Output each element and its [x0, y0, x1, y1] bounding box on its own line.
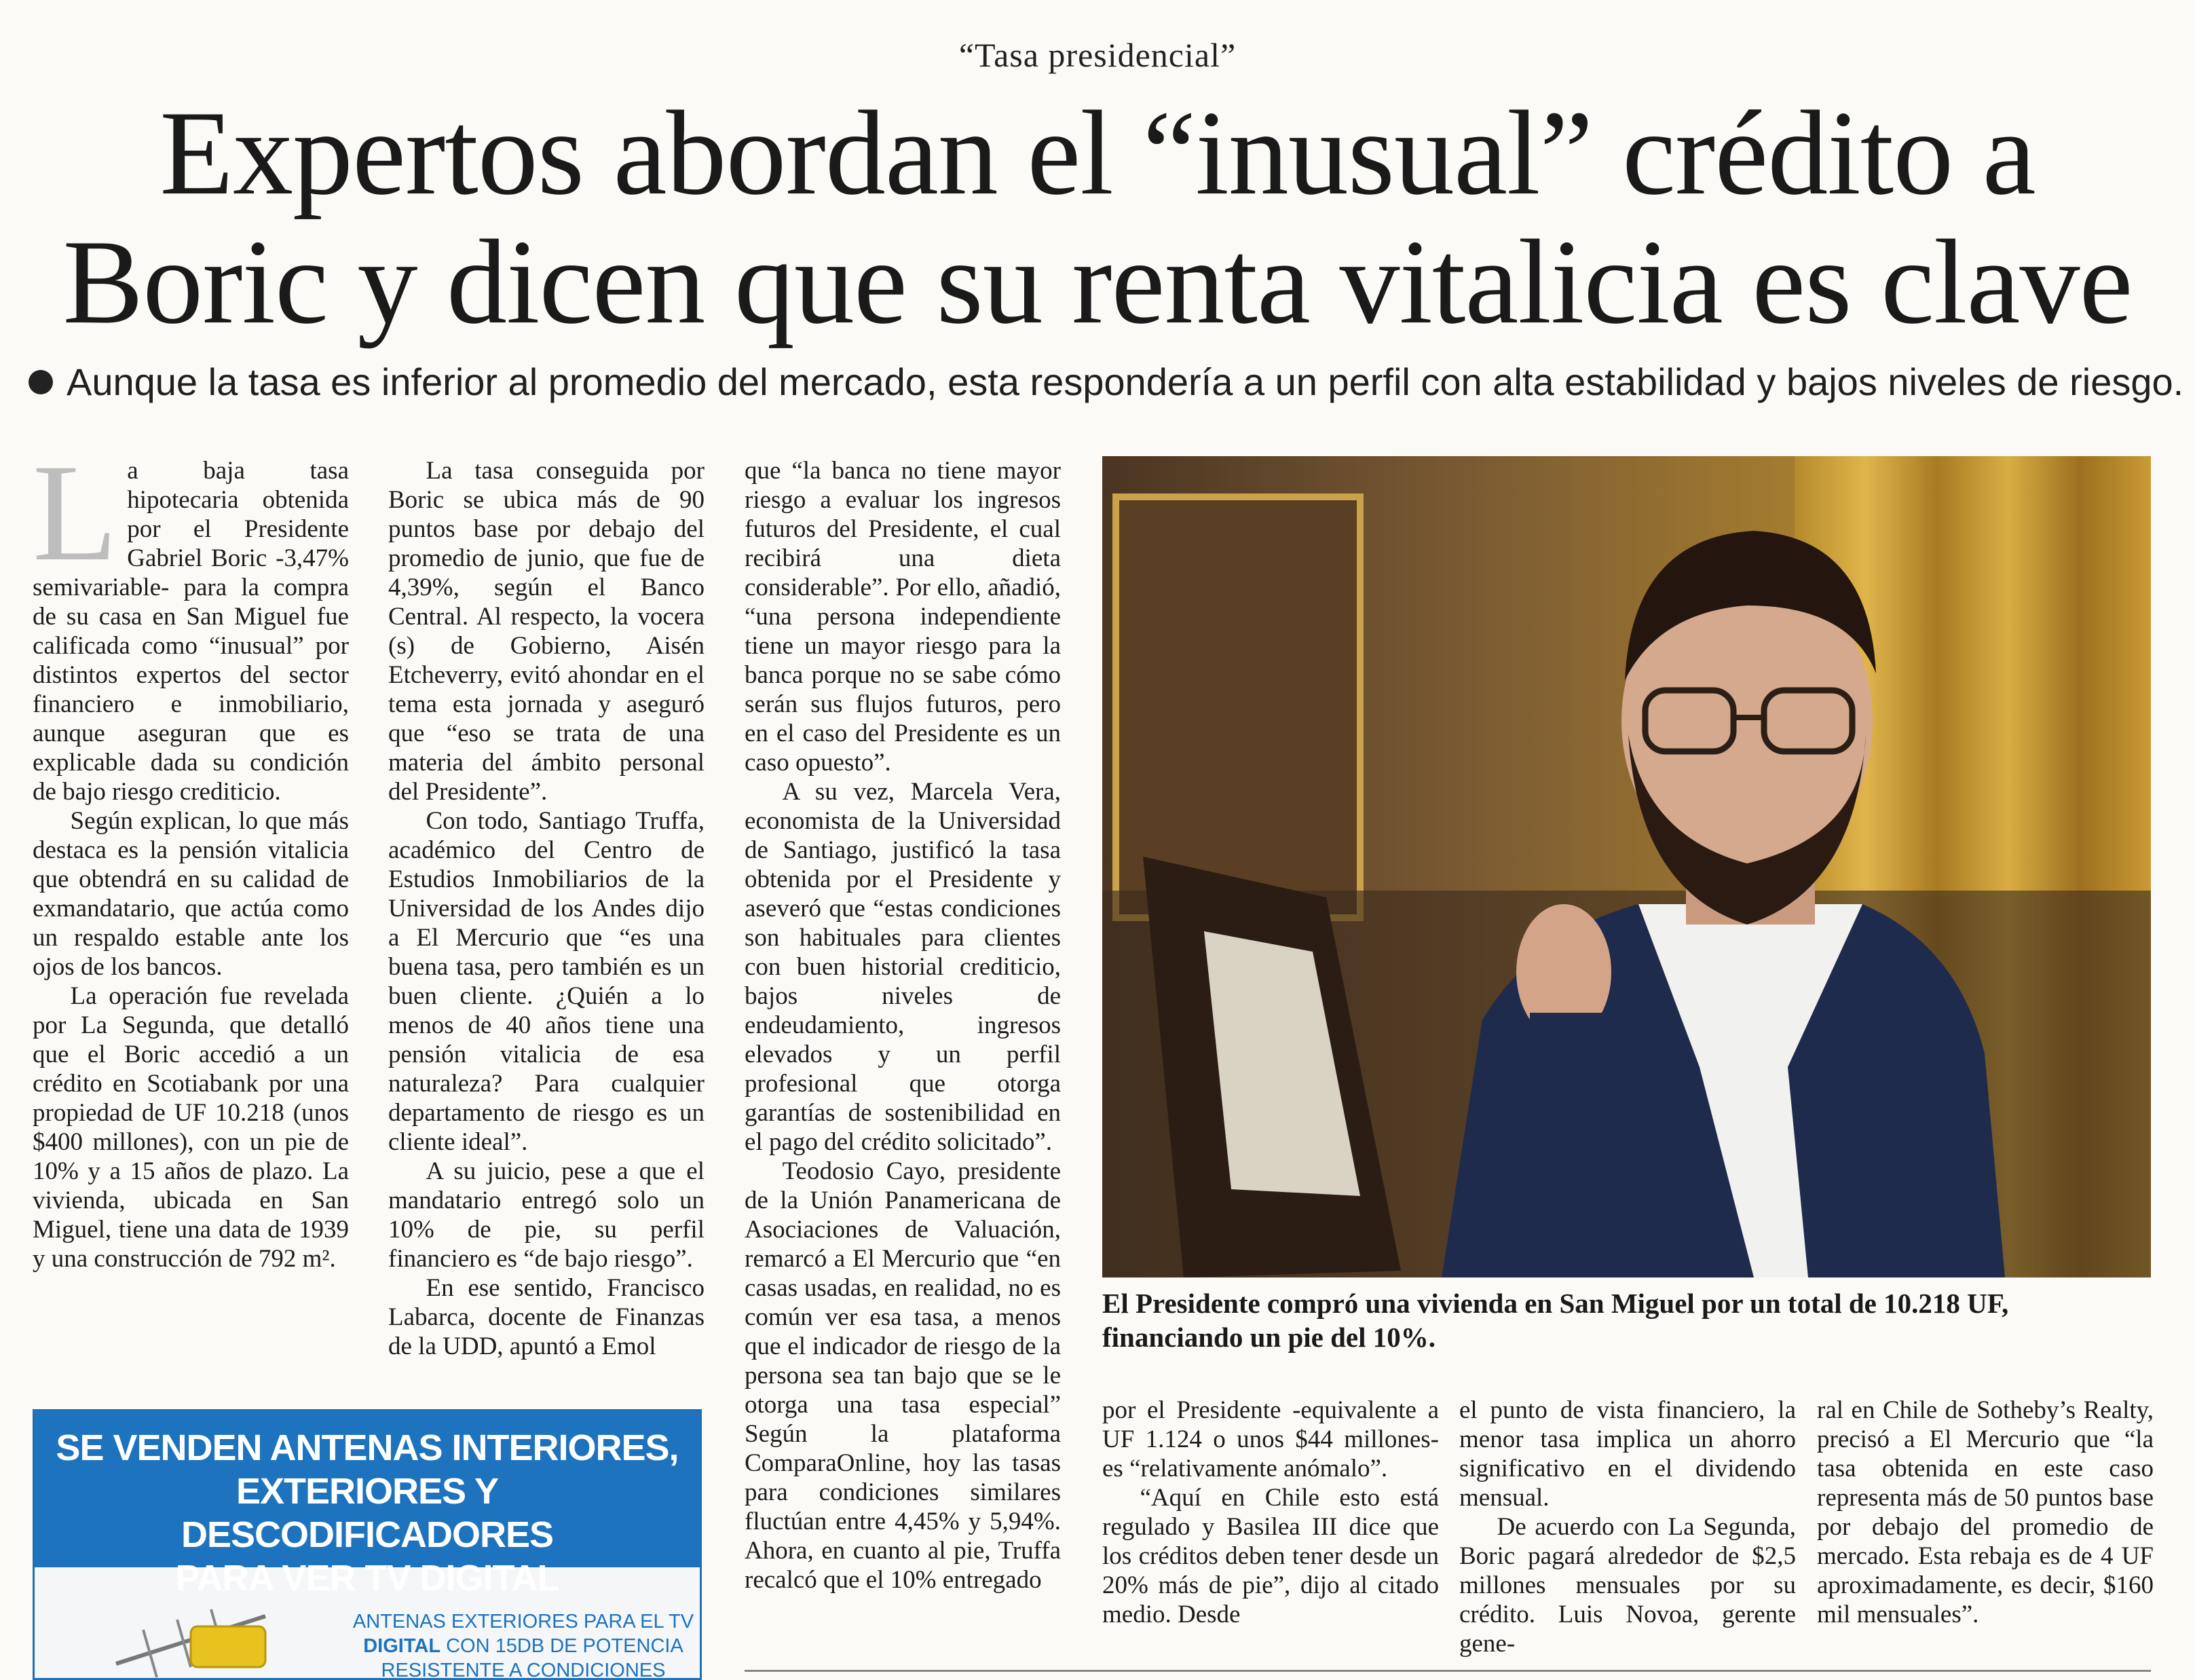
- paragraph: “Aquí en Chile esto está regulado y Basilea III dice que los créditos deben tener desde un 20% más de pie”, dijo al citado medio. Desde: [1102, 1484, 1439, 1628]
- drop-cap: L: [33, 436, 118, 590]
- bottom-divider: [745, 1670, 2151, 1672]
- paragraph: Con todo, Santiago Truffa, académico del Centro de Estudios Inmobiliarios de la Universidad de los Andes dijo a El Mercurio que “es una buena tasa, pero también es un buen cliente. ¿Quién a lo menos de 40 años tiene una pensión vitalicia de esa naturaleza? Para cualquier departamento de riesgo es un cliente ideal”.: [388, 807, 705, 1156]
- article-column-1: [33, 436, 349, 1273]
- ad-body-rest: CON 15DB DE POTENCIA: [440, 1635, 683, 1657]
- photo-illustration: [1102, 456, 2151, 1277]
- headline: [20, 86, 2175, 349]
- president-photo: [1102, 456, 2151, 1277]
- paragraph: La operación fue revelada por La Segunda, que detalló que el Boric accedió a un crédito en Scotiabank por una propiedad de UF 10.218 (unos $400 millones), con un pie de 10% y a 15 años de plazo. La vivienda, ubicada en San Miguel, tiene una data de 1939 y una construcción de 792 m².: [33, 982, 349, 1273]
- paragraph: Según explican, lo que más destaca es la pensión vitalicia que obtendrá en su calidad de exmandatario, que actúa como un respaldo estable ante los ojos de los bancos.: [33, 807, 349, 981]
- article-column-2: [388, 456, 705, 1361]
- paragraph: A su vez, Marcela Vera, economista de la Universidad de Santiago, justificó la tasa obtenida por el Presidente y aseveró que “estas condiciones son habituales para clientes con buen historial crediticio, bajos niveles de endeudamiento, ingresos elevados y un perfil profesional que otorga garantías de sostenibilidad en el pago del crédito solicitado”.: [745, 778, 1061, 1156]
- kicker: “Tasa presidencial”: [958, 36, 1237, 74]
- photo-caption: El Presidente compró una vivienda en San Miguel por un total de 10.218 UF, financiando un pie del 10%.: [1102, 1288, 2009, 1353]
- article-column-6: [1817, 1396, 2154, 1629]
- article-column-3: [745, 456, 1061, 1594]
- ad-body: [347, 1609, 700, 1680]
- deck: [29, 360, 2184, 404]
- article-column-5: [1459, 1396, 1796, 1658]
- paragraph: que “la banca no tiene mayor riesgo a evaluar los ingresos futuros del Presidente, el cual recibirá una dieta considerable”. Por ello, añadió, “una persona independiente tiene un mayor riesgo para la banca porque no se sabe cómo serán sus flujos futuros, pero en el caso del Presidente es un caso opuesto”.: [745, 457, 1061, 777]
- ad-body-line-3: RESISTENTE A CONDICIONES: [381, 1660, 666, 1680]
- ad-banner: [35, 1411, 700, 1599]
- paragraph: A su juicio, pese a que el mandatario entregó solo un 10% de pie, su perfil financiero es “de bajo riesgo”.: [388, 1157, 705, 1273]
- ad-body-bold: DIGITAL: [363, 1635, 441, 1657]
- paragraph: el punto de vista financiero, la menor tasa implica un ahorro significativo en el dividendo mensual.: [1459, 1396, 1796, 1512]
- ad-body-line-2: [347, 1634, 700, 1658]
- paragraph-text: a baja tasa hipotecaria obtenida por el Presidente Gabriel Boric -3,47% semivariable- para la compra de su casa en San Miguel fue calificada como “inusual” por distintos expertos del sector financiero e inmobiliario, aunque aseguran que es explicable dada su condición de bajo riesgo crediticio.: [33, 457, 349, 806]
- bullet-icon: [29, 370, 53, 394]
- paragraph: por el Presidente -equivalente a UF 1.124 o unos $44 millones- es “relativamente anómalo”.: [1102, 1396, 1439, 1482]
- deck-text: Aunque la tasa es inferior al promedio del mercado, esta respondería a un perfil con alta estabilidad y bajos niveles de riesgo.: [67, 360, 2184, 403]
- paragraph: [33, 436, 349, 806]
- antenna-icon: [102, 1589, 306, 1680]
- paragraph: ral en Chile de Sotheby’s Realty, precisó a El Mercurio que “la tasa obtenida en este caso representa más de 50 puntos base por debajo del promedio de mercado. Esta rebaja es de 4 UF aproximadamente, es decir, $160 mil mensuales”.: [1817, 1396, 2154, 1628]
- ad-headline-line-2: EXTERIORES Y DESCODIFICADORES: [181, 1471, 554, 1555]
- classified-ad[interactable]: [33, 1409, 702, 1680]
- article-column-4: [1102, 1396, 1439, 1629]
- ad-headline-line-1: SE VENDEN ANTENAS INTERIORES,: [56, 1427, 679, 1468]
- paragraph: En ese sentido, Francisco Labarca, docente de Finanzas de la UDD, apuntó a Emol: [388, 1274, 705, 1360]
- paragraph: Teodosio Cayo, presidente de la Unión Panamericana de Asociaciones de Valuación, remarcó a El Mercurio que “en casas usadas, en realidad, no es común ver esa tasa, a menos que el indicador de riesgo de la persona sea tan bajo que se le otorga una tasa especial” Según la plataforma ComparaOnline, hoy las tasas para condiciones similares fluctúan entre 4,45% y 5,94%. Ahora, en cuanto al pie, Truffa recalcó que el 10% entregado: [745, 1157, 1061, 1594]
- ad-headline-line-3: PARA VER TV DIGITAL: [175, 1558, 559, 1599]
- headline-line-2: Boric y dicen que su renta vitalicia es clave: [62, 214, 2133, 349]
- ad-body-line-1: ANTENAS EXTERIORES PARA EL TV: [352, 1611, 694, 1632]
- paragraph: De acuerdo con La Segunda, Boric pagará alrededor de $2,5 millones mensuales por su crédito. Luis Novoa, gerente gene-: [1459, 1513, 1796, 1658]
- headline-line-1: Expertos abordan el “inusual” crédito a: [160, 86, 2035, 220]
- paragraph: La tasa conseguida por Boric se ubica más de 90 puntos base por debajo del promedio de junio, que fue de 4,39%, según el Banco Central. Al respecto, la vocera (s) de Gobierno, Aisén Etcheverry, evitó ahondar en el tema esta jornada y aseguró que “eso se trata de una materia del ámbito personal del Presidente”.: [388, 457, 705, 806]
